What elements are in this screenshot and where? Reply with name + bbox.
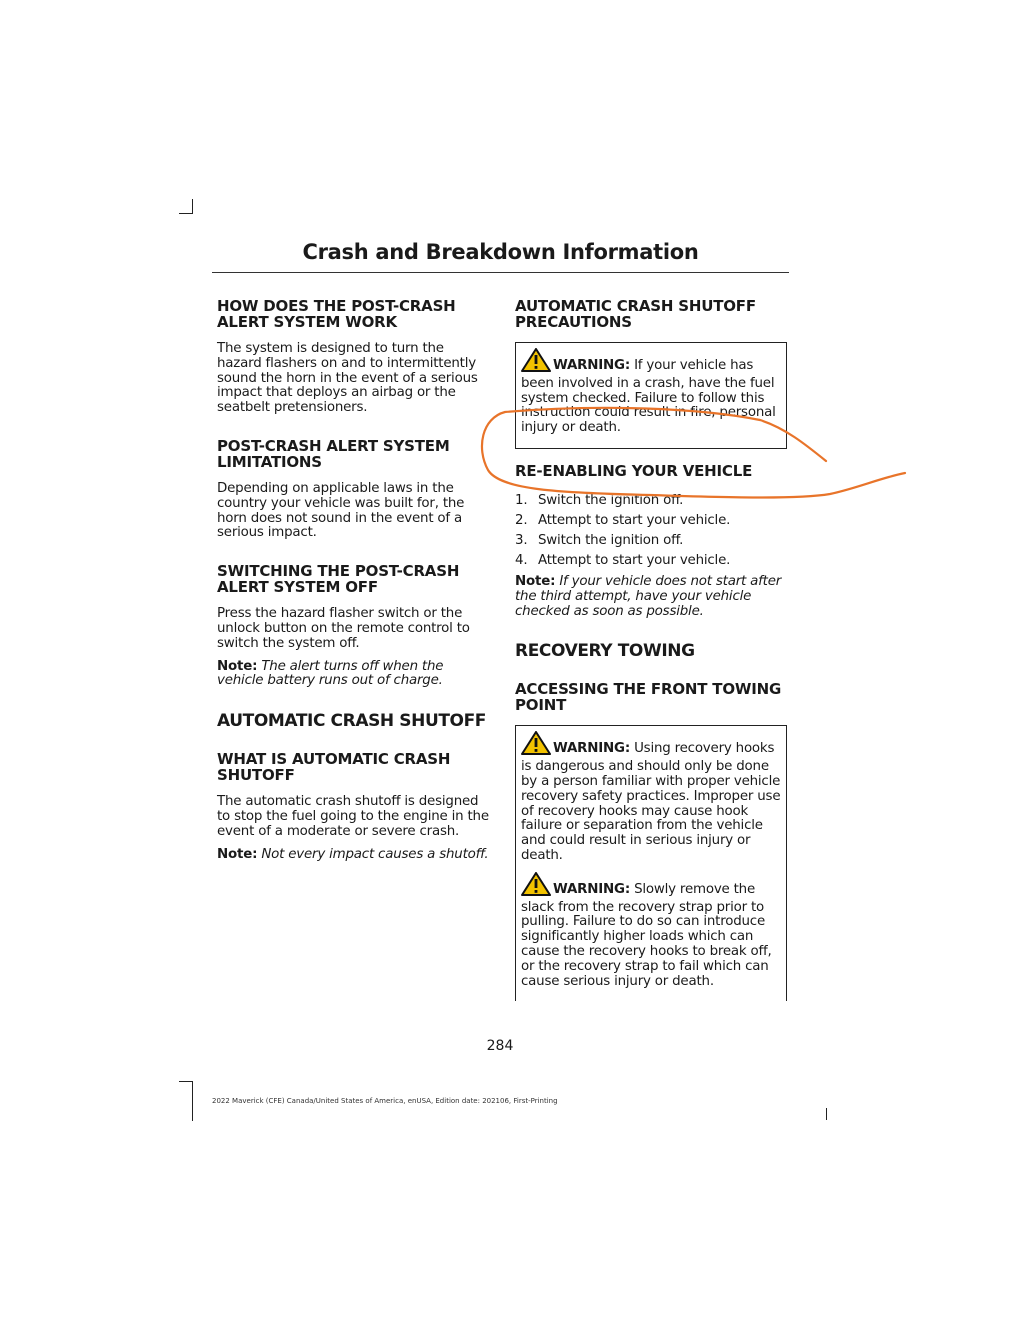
list-item: 4. Attempt to start your vehicle. — [515, 552, 731, 568]
list-item: 2. Attempt to start your vehicle. — [515, 512, 731, 528]
warning-text: Slowly remove the slack from the recovery strap prior to pulling. Failure to do so can introduce significantly higher loads which can cause the recovery hooks to break off, or the recovery strap to fail which can cause serious injury or death. — [521, 881, 772, 989]
note — [515, 575, 787, 619]
note — [217, 848, 489, 863]
note — [217, 660, 489, 690]
crop-mark-bottom-left-vertical — [192, 1081, 193, 1121]
chapter-heading: RECOVERY TOWING — [515, 641, 695, 662]
section-heading: AUTOMATIC CRASH SHUTOFF PRECAUTIONS — [515, 297, 756, 331]
warning-text: If your vehicle has been involved in a crash, have the fuel system checked. Failure to follow this instruction could result in fire, personal injury or death. — [521, 358, 776, 436]
note-label: Note: — [217, 658, 258, 674]
section-heading: ACCESSING THE FRONT TOWING POINT — [515, 680, 782, 715]
body-text: The automatic crash shutoff is designed to stop the fuel going to the engine in the event of a moderate or severe crash. — [217, 794, 489, 839]
note-label: Note: — [217, 846, 258, 862]
page-number: 284 — [486, 1038, 514, 1054]
note-label: Note: — [515, 573, 556, 589]
chapter-heading: AUTOMATIC CRASH SHUTOFF — [217, 711, 487, 732]
note-text: Not every impact causes a shutoff. — [261, 846, 489, 862]
section-heading: POST-CRASH ALERT SYSTEM LIMITATIONS — [217, 436, 450, 471]
footer-edition-text: 2022 Maverick (CFE) Canada/United States of America, enUSA, Edition date: 202106, First-Printing — [212, 1097, 558, 1105]
crop-mark-top-left-vertical — [192, 199, 193, 214]
warning-box — [515, 342, 787, 449]
body-text: Press the hazard flasher switch or the unlock button on the remote control to switch the system off. — [217, 606, 470, 651]
left-column — [217, 298, 489, 870]
section-heading: WHAT IS AUTOMATIC CRASH SHUTOFF — [217, 750, 451, 785]
title-rule — [212, 272, 789, 273]
warning-label: WARNING: — [553, 881, 630, 897]
note-text: The alert turns off when the vehicle battery runs out of charge. — [217, 658, 444, 689]
warning-triangle-icon — [521, 348, 551, 377]
warning-item — [521, 872, 781, 990]
warning-triangle-icon — [521, 872, 551, 901]
crop-mark-top-left-horizontal — [179, 213, 193, 214]
crop-mark-bottom-left-horizontal — [179, 1081, 193, 1082]
warning-text: Using recovery hooks is dangerous and should only be done by a person familiar with proper vehicle recovery safety practices. Improper use of recovery hooks may cause hook failure or separation from the vehicle and could result in serious injury or death. — [521, 741, 781, 863]
list-item: 3. Switch the ignition off. — [515, 532, 684, 548]
body-text: Depending on applicable laws in the country your vehicle was built for, the horn does not sound in the event of a serious impact. — [217, 480, 465, 541]
steps-list — [515, 491, 787, 571]
body-text: The system is designed to turn the hazard flashers on and to intermittently sound the horn in the event of a serious impact that deploys an airbag or the seatbelt pretensioners. — [217, 341, 478, 416]
section-heading: RE-ENABLING YOUR VEHICLE — [515, 461, 753, 480]
warning-box — [515, 725, 787, 1001]
right-column — [515, 298, 787, 1015]
note-text: If your vehicle does not start after the third attempt, have your vehicle checked as soon as possible. — [515, 573, 782, 619]
list-item: 1. Switch the ignition off. — [515, 492, 684, 508]
section-heading: SWITCHING THE POST-CRASH ALERT SYSTEM OFF — [217, 562, 460, 597]
warning-item — [521, 731, 781, 863]
warning-label: WARNING: — [553, 358, 630, 373]
warning-item — [521, 348, 781, 436]
warning-triangle-icon — [521, 731, 551, 760]
section-heading: HOW DOES THE POST-CRASH ALERT SYSTEM WORK — [217, 297, 456, 331]
page-title: Crash and Breakdown Information — [302, 240, 699, 264]
warning-label: WARNING: — [553, 741, 630, 757]
crop-mark-bottom-right-vertical — [826, 1108, 827, 1120]
